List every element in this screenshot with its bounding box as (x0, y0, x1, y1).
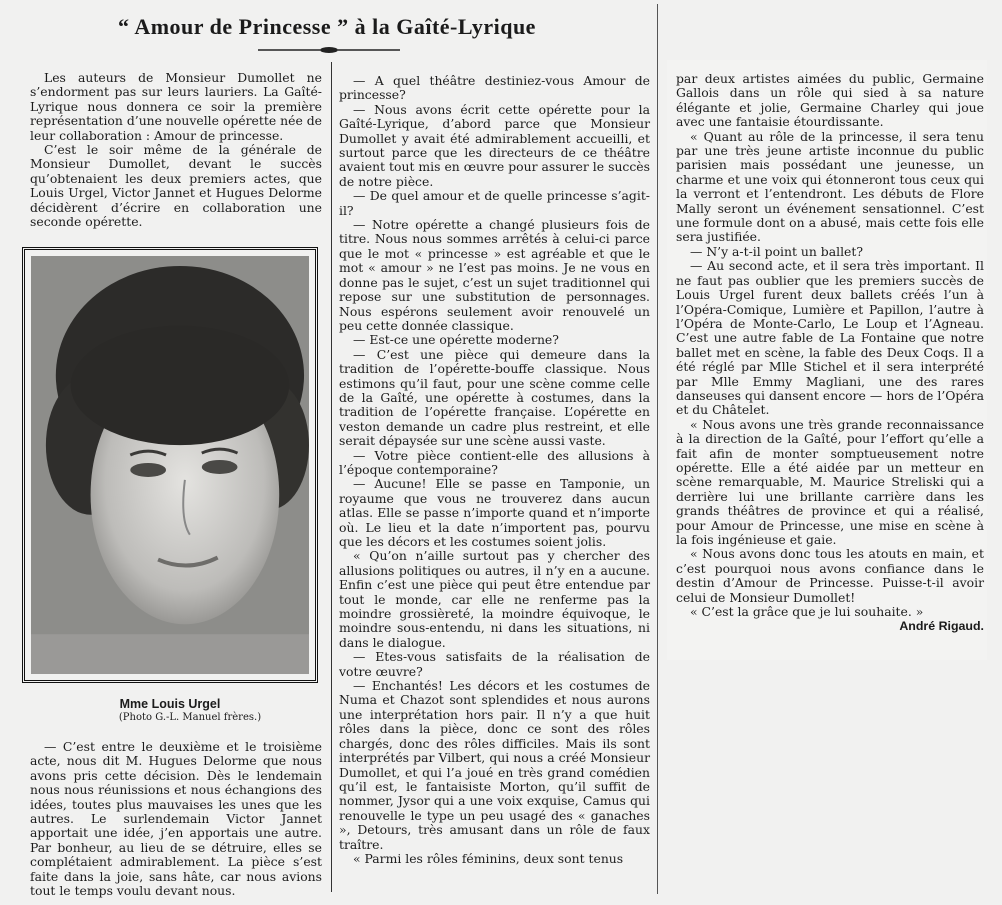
photo-caption-name: Mme Louis Urgel (119, 697, 221, 711)
paragraph: Les auteurs de Monsieur Dumollet ne s’endorment pas sur leurs lauriers. La Gaîté-Lyrique nous donnera ce soir la première représentation d’une nouvelle opérette née de leur collaboration : Amour de princesse. (30, 70, 322, 143)
paragraph: — Nous avons écrit cette opérette pour la Gaîté-Lyrique, d’abord parce que Monsieur Dumollet y avait été admirablement accueilli, et surtout parce que les directeurs de ce théâtre avaient tout mis en œuvre pour assurer le succès de notre pièce. (339, 101, 650, 189)
column-3 (676, 72, 984, 634)
paragraph: — A quel théâtre destiniez-vous Amour de princesse? (339, 73, 650, 103)
paragraph: — N’y a-t-il point un ballet? (690, 243, 864, 259)
portrait-photo (31, 256, 309, 674)
paragraph: — Etes-vous satisfaits de la réalisation de votre œuvre? (339, 649, 650, 679)
paragraph: « Nous avons une très grande reconnaissance à la direction de la Gaîté, pour l’effort qu’elle a fait afin de monter somptueusement notre opérette. Elle a été aidée par un metteur en scène remarquable, M. Maurice Streliski qui a derrière lui une brillante carrière dans les grands théâtres de province et qui a réalisé, pour Amour de Princesse, une mise en scène à la fois ingénieuse et gaie. (676, 416, 984, 547)
paragraph: — Enchantés! Les décors et les costumes de Numa et Chazot sont splendides et nous aurons une interprétation hors pair. Il n’y a que huit rôles dans la pièce, donc ce sont des rôles chargés, donc des rôles difficiles. Mais ils sont interprétés par Vilbert, qui nous a créé Monsieur Dumollet, et qui l’a joué en très grand comédien qu’il est, le fantaisiste Morton, qu’il suffit de nommer, Jysor qui a une voix exquise, Camus qui renouvelle le type un peu usagé des « ganaches », Detours, très amusant dans un rôle de faux traître. (339, 678, 650, 852)
column-rule-2 (657, 4, 658, 894)
paragraph: par deux artistes aimées du public, Germaine Gallois dans un rôle qui sied à sa nature élégante et jolie, Germaine Charley qui joue avec une fantaisie étourdissante. (676, 71, 984, 130)
paragraph: — Notre opérette a changé plusieurs fois de titre. Nous nous sommes arrêtés à celui-ci parce que le mot « princesse » est agréable et que le mot « amour » ne l’est pas moins. Je ne vous en donne pas le sujet, c’est un sujet traditionnel qui repose sur une substitution de personnages. Nous espérons seulement avoir renouvelé un peu cette donnée classique. (339, 217, 650, 333)
paragraph: « Nous avons donc tous les atouts en main, et c’est pourquoi nous avons confiance dans le destin d’Amour de Princesse. Puisse-t-il avoir celui de Monsieur Dumollet! (676, 546, 984, 605)
paragraph: « Qu’on n’aille surtout pas y chercher des allusions politiques ou autres, il n’y en a aucune. Enfin c’est une pièce qui peut être entendue par tout le monde, car elle ne renferme pas la moindre grossièreté, la moindre équivoque, le moindre sous-entendu, ni dans les situations, ni dans le dialogue. (339, 548, 650, 650)
author-signature: André Rigaud. (899, 619, 984, 634)
paragraph: — C’est entre le deuxième et le troisième acte, nous dit M. Hugues Delorme que nous avons pris cette décision. Dès le lendemain nous nous réunissions et nous échangions des idées, toutes plus mauvaises les unes que les autres. Le surlendemain Victor Jannet apportait une idée, j’en apportais une autre. Par bonheur, au lieu de se détruire, elles se complétaient admirablement. La pièce s’est faite dans la joie, sans hâte, car nous avions tout le temps voulu devant nous. (30, 739, 322, 899)
paragraph: « C’est la grâce que je lui souhaite. » (690, 604, 924, 620)
photo-caption-credit: (Photo G.-L. Manuel frères.) (118, 712, 262, 723)
article-title: “ Amour de Princesse ” à la Gaîté-Lyrique (118, 14, 536, 39)
paragraph: « Quant au rôle de la princesse, il sera tenu par une très jeune artiste inconnue du public parisien mais possédant une jeunesse, un charme et une voix qui étonneront tous ceux qui la verront et l’entendront. Les débuts de Flore Mally seront un événement sensationnel. C’est une formule dont on a abusé, mais cette fois elle sera justifiée. (676, 128, 984, 245)
column-1-intro (30, 71, 322, 229)
title-ornament (258, 46, 400, 54)
paragraph: — Au second acte, et il sera très important. Il ne faut pas oublier que les premiers succès de Louis Urgel furent deux ballets créés l’un à l’Opéra-Comique, Lumière et Papillon, l’autre à l’Opéra de Monte-Carlo, Le Loup et l’Agneau. C’est une autre fable de La Fontaine que notre ballet met en scène, la fable des Deux Coqs. Il a été réglé par Mlle Stichel et il sera interprété par Mlle Emmy Magliani, une des rares danseuses qui dansent encore — hors de l’Opéra et du Châtelet. (676, 258, 984, 418)
column-2 (339, 74, 650, 866)
portrait-illustration (31, 256, 309, 674)
column-1-continued (30, 740, 322, 898)
paragraph: C’est le soir même de la générale de Monsieur Dumollet, devant le succès qu’obtenaient les deux premiers actes, que Louis Urgel, Victor Jannet et Hugues Delorme décidèrent d’écrire en collaboration une seconde opérette. (30, 142, 322, 230)
paragraph: « Parmi les rôles féminins, deux sont tenus (353, 850, 624, 866)
column-rule-1 (331, 62, 332, 892)
paragraph: — C’est une pièce qui demeure dans la tradition de l’opérette-bouffe classique. Nous estimons qu’il faut, pour une scène comme celle de la Gaîté, une opérette à costumes, dans la tradition de l’opérette française. L’opérette en veston demande un cadre plus restreint, et elle serait dépaysée sur une scène aussi vaste. (339, 346, 650, 449)
paragraph: — Aucune! Elle se passe en Tamponie, un royaume que vous ne trouverez dans aucun atlas. Elle se passe n’importe quand et n’importe où. Le lieu et la date n’importent pas, pourvu que les décors et les costumes soient jolis. (339, 476, 650, 549)
paragraph: — De quel amour et de quelle princesse s’agit-il? (339, 188, 650, 218)
portrait-frame (22, 247, 318, 683)
paragraph: — Est-ce une opérette moderne? (353, 332, 559, 348)
paragraph: — Votre pièce contient-elle des allusions à l’époque contemporaine? (339, 447, 650, 477)
